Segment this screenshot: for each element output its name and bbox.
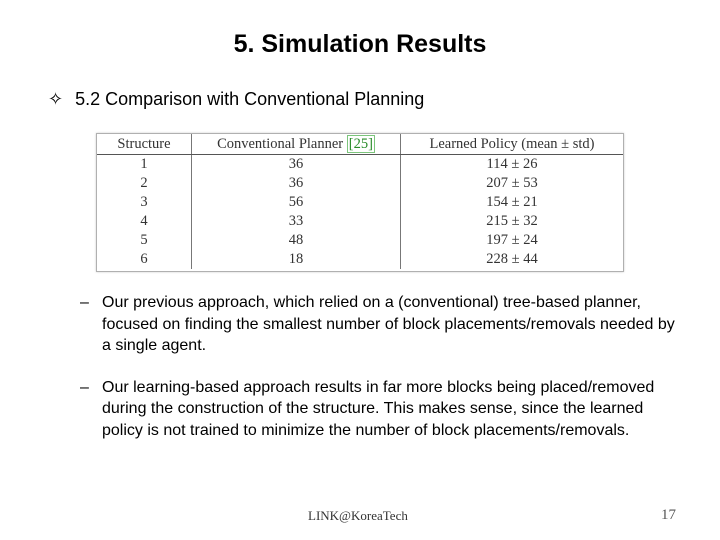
bullet-list <box>80 292 680 441</box>
header-structure: Structure <box>97 134 192 155</box>
dash-bullet-icon: – <box>80 378 89 396</box>
cell-learned: 197 ± 24 <box>486 232 538 248</box>
cell-conventional: 18 <box>192 250 401 269</box>
cell-learned: 207 ± 53 <box>486 175 538 191</box>
table-row <box>97 250 623 269</box>
cell-conventional: 36 <box>192 155 401 175</box>
table-row <box>97 193 623 212</box>
cell-learned: 215 ± 32 <box>486 213 538 229</box>
cell-learned: 154 ± 21 <box>486 194 538 210</box>
bullet-point <box>80 377 680 442</box>
cell-structure: 2 <box>97 174 192 193</box>
cell-structure: 1 <box>97 155 192 175</box>
table-row <box>97 155 623 175</box>
cell-structure: 4 <box>97 212 192 231</box>
cell-learned: 114 ± 26 <box>486 156 538 172</box>
bullet-text: Our learning-based approach results in far more blocks being placed/removed during the construction of the structure. This makes sense, since the learned policy is not trained to minimize the number of block placements/removals. <box>102 378 655 439</box>
cell-conventional: 48 <box>192 231 401 250</box>
cell-structure: 3 <box>97 193 192 212</box>
bullet-point <box>80 292 680 357</box>
results-table-image <box>96 133 624 272</box>
slide-title: 5. Simulation Results <box>233 30 487 58</box>
cell-conventional: 36 <box>192 174 401 193</box>
dash-bullet-icon: – <box>80 294 89 311</box>
footer-text: LINK@KoreaTech <box>308 508 408 523</box>
subtitle <box>48 89 424 110</box>
cell-structure: 5 <box>97 231 192 250</box>
subtitle-text: 5.2 Comparison with Conventional Planning <box>75 89 425 109</box>
citation-link[interactable]: [25] <box>348 135 373 152</box>
table-row <box>97 212 623 231</box>
header-conventional-label: Conventional Planner <box>217 135 344 152</box>
cell-conventional: 56 <box>192 193 401 212</box>
bullet-text: Our previous approach, which relied on a (conventional) tree-based planner, focused on finding the smallest number of block placements/removals needed by a single agent. <box>102 294 675 354</box>
table-row <box>97 231 623 250</box>
page-number: 17 <box>661 507 676 523</box>
cell-learned: 228 ± 44 <box>486 251 538 267</box>
table-row <box>97 174 623 193</box>
cell-structure: 6 <box>97 250 192 269</box>
header-conventional <box>192 134 401 155</box>
table-header-row <box>97 134 623 155</box>
diamond-bullet-icon: ✧ <box>48 89 64 109</box>
table-body <box>97 155 623 270</box>
cell-conventional: 33 <box>192 212 401 231</box>
results-table <box>97 134 623 269</box>
header-learned: Learned Policy (mean ± std) <box>401 134 624 155</box>
